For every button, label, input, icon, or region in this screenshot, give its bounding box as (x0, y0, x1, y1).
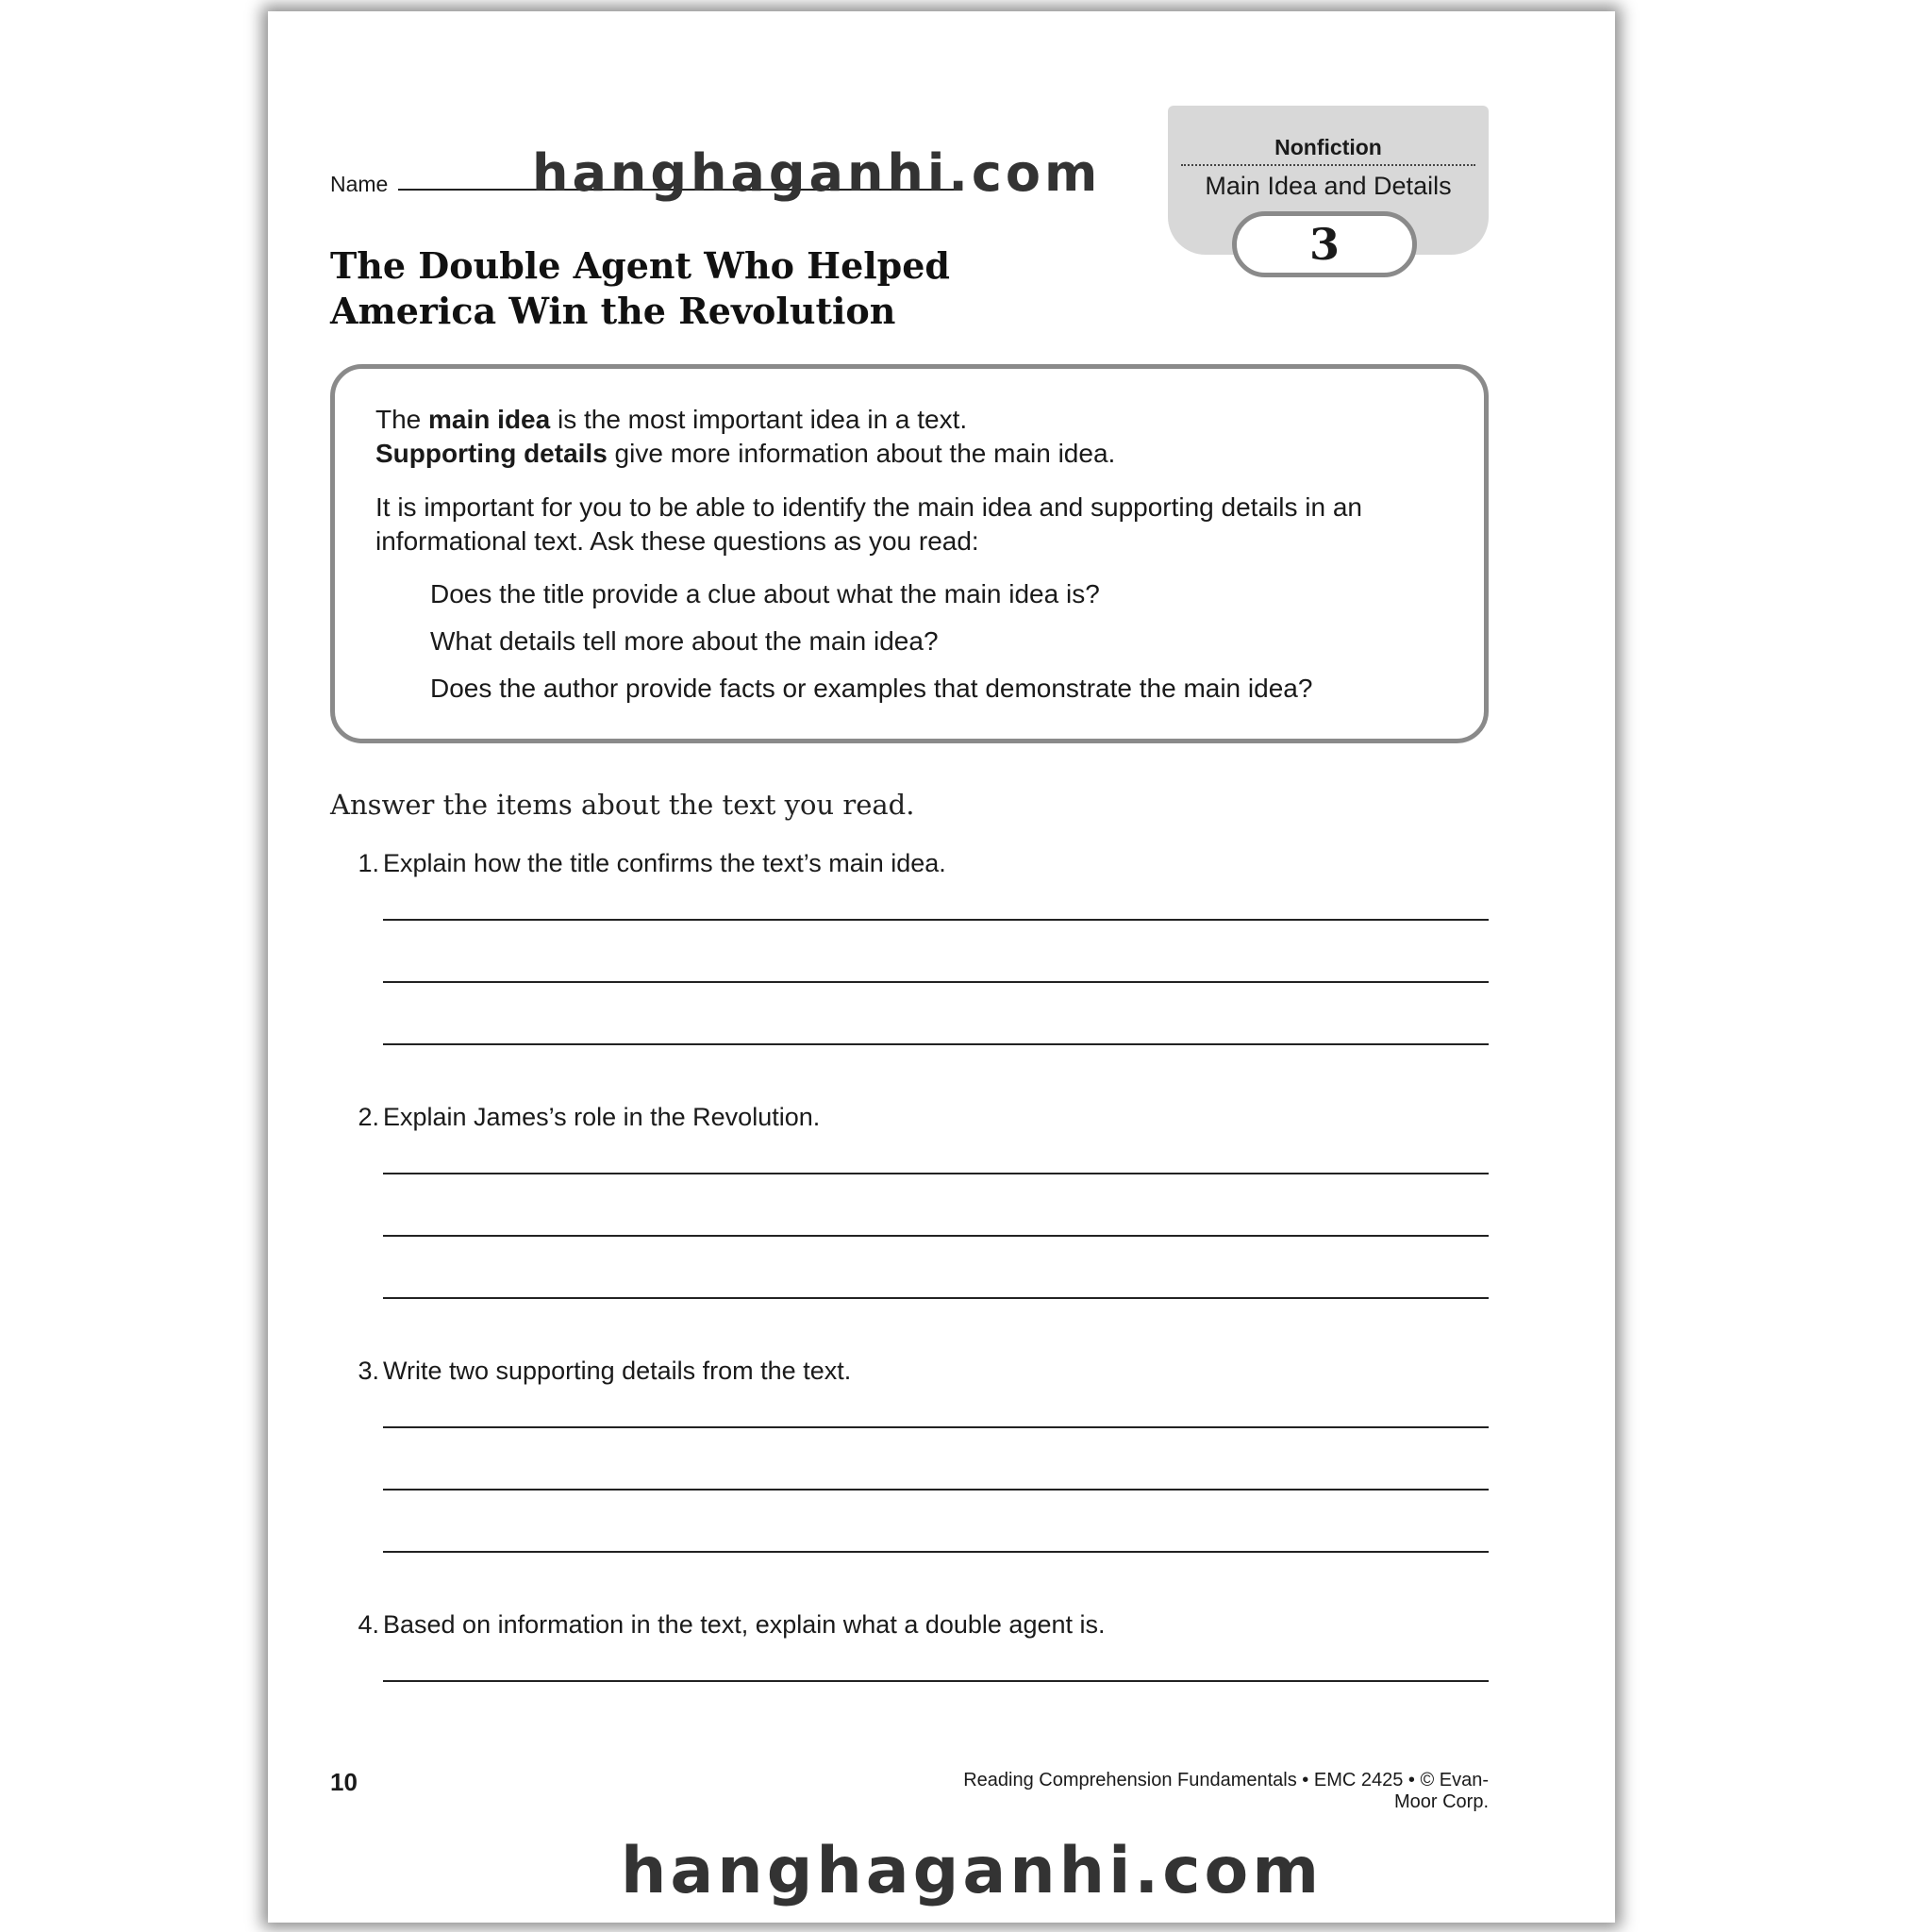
item-prompt: Write two supporting details from the text. (383, 1357, 852, 1385)
info-text: give more information about the main idea. (607, 439, 1116, 468)
tab-category: Nonfiction (1274, 135, 1382, 159)
instruction: Answer the items about the text you read. (330, 789, 915, 821)
answer-line[interactable] (383, 981, 1489, 983)
answer-line[interactable] (383, 1043, 1489, 1045)
item-number: 4. (358, 1610, 379, 1639)
item-number: 1. (358, 849, 379, 877)
item-number: 2. (358, 1103, 379, 1131)
tab-divider (1181, 164, 1475, 166)
worksheet-page (268, 11, 1615, 1923)
answer-line[interactable] (383, 1426, 1489, 1428)
item-prompt: Explain how the title confirms the text’s main idea. (383, 849, 946, 877)
page-number: 10 (330, 1768, 358, 1796)
name-label: Name (330, 172, 389, 196)
worksheet-title: The Double Agent Who Helped America Win the Revolution (330, 244, 951, 332)
info-term-supporting-details: Supporting details (375, 439, 608, 468)
item-prompt: Explain James’s role in the Revolution. (383, 1103, 821, 1131)
info-paragraph: It is important for you to be able to identify the main idea and supporting details in an informational text. Ask these questions as you read: (375, 492, 1362, 556)
info-line-main-idea (375, 403, 967, 437)
info-text: is the most important idea in a text. (550, 405, 968, 434)
info-question: What details tell more about the main idea? (430, 626, 939, 656)
answer-line[interactable] (383, 1489, 1489, 1491)
answer-line[interactable] (383, 1680, 1489, 1682)
tab-number-badge: 3 (1232, 211, 1417, 277)
info-term-main-idea: main idea (428, 405, 551, 434)
answer-line[interactable] (383, 1173, 1489, 1174)
info-question: Does the title provide a clue about what the main idea is? (430, 579, 1100, 608)
watermark-bottom: hanghaganhi.com (621, 1834, 1324, 1908)
answer-line[interactable] (383, 1551, 1489, 1553)
answer-line[interactable] (383, 1297, 1489, 1299)
info-text: The (375, 405, 429, 434)
item-prompt: Based on information in the text, explain what a double agent is. (383, 1610, 1106, 1639)
info-line-supporting-details (375, 437, 1115, 471)
answer-line[interactable] (383, 1235, 1489, 1237)
item-number: 3. (358, 1357, 379, 1385)
tab-skill: Main Idea and Details (1205, 172, 1452, 200)
answer-line[interactable] (383, 919, 1489, 921)
footer-credit: Reading Comprehension Fundamentals • EMC 2425 • © Evan-Moor Corp. (963, 1770, 1489, 1812)
watermark-top: hanghaganhi.com (532, 143, 1102, 203)
info-question: Does the author provide facts or examples that demonstrate the main idea? (430, 674, 1313, 703)
